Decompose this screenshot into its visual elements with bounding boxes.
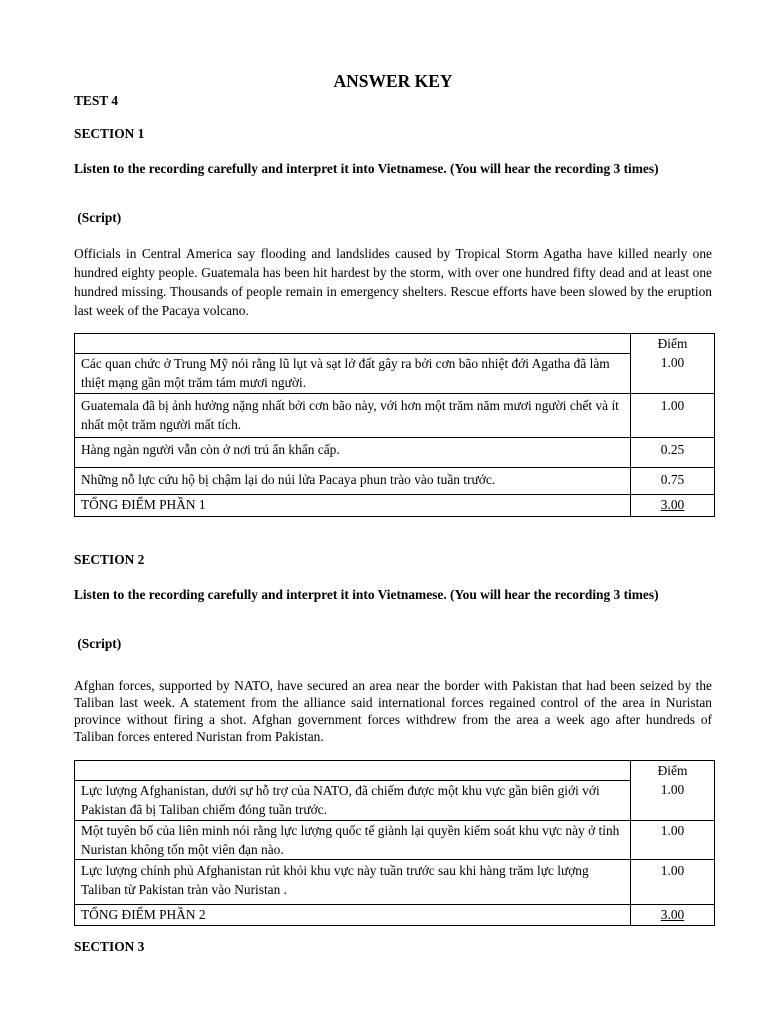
section-1-score-table <box>74 333 715 517</box>
table-row <box>75 353 715 393</box>
section-2-score-table <box>74 760 715 926</box>
table-row <box>75 467 715 494</box>
section-1-script-label: (Script) <box>74 210 122 225</box>
row-text: Lực lượng Afghanistan, dưới sự hỗ trợ của NATO, đã chiếm được một khu vực gần biên giới với Pakistan đã bị Taliban chiếm đóng tuần trước. <box>75 780 631 820</box>
row-text: Hàng ngàn người vẫn còn ở nơi trú ẩn khẩn cấp. <box>75 437 631 467</box>
test-label: TEST 4 <box>74 93 119 108</box>
section-2-heading: SECTION 2 <box>74 552 145 567</box>
table-row <box>75 859 715 904</box>
row-text: Lực lượng chính phủ Afghanistan rút khỏi khu vực này tuần trước sau khi hàng trăm lực lượng Taliban từ Pakistan tràn vào Nuristan . <box>75 859 631 904</box>
table-total-row <box>75 494 715 516</box>
row-points: 1.00 <box>631 353 715 393</box>
section-2-script: Afghan forces, supported by NATO, have secured an area near the border with Pakistan that had been seized by the Taliban last week. A statement from the alliance said international forces regained control of the area in Nuristan province without firing a shot. Afghan government forces withdrew from the area a week ago after hundreds of Taliban forces entered Nuristan from Pakistan. <box>74 678 712 744</box>
row-points: 1.00 <box>631 859 715 904</box>
section-3-heading: SECTION 3 <box>74 939 145 954</box>
section-2-instruction: Listen to the recording carefully and interpret it into Vietnamese. (You will hear the recording 3 times) <box>74 587 659 602</box>
row-points: 0.25 <box>631 437 715 467</box>
table-header-row <box>75 334 715 354</box>
page-title: ANSWER KEY <box>333 71 453 91</box>
section-1-instruction: Listen to the recording carefully and interpret it into Vietnamese. (You will hear the recording 3 times) <box>74 161 659 176</box>
table-total-row <box>75 904 715 925</box>
row-text: Guatemala đã bị ảnh hưởng nặng nhất bởi cơn bão này, với hơn một trăm năm mươi người chết và ít nhất một trăm người mất tích. <box>75 393 631 437</box>
total-label: TỔNG ĐIỂM PHẦN 2 <box>75 904 631 925</box>
table-row <box>75 437 715 467</box>
section-2-script-label: (Script) <box>74 636 122 651</box>
table-row <box>75 780 715 820</box>
points-header: Điểm <box>631 761 715 781</box>
row-points: 1.00 <box>631 780 715 820</box>
total-points: 3.00 <box>660 496 685 512</box>
row-text: Một tuyên bố của liên minh nói rằng lực lượng quốc tế giành lại quyền kiểm soát khu vực này ở tỉnh Nuristan không tốn một viên đạn nào. <box>75 820 631 859</box>
row-text: Các quan chức ở Trung Mỹ nói rằng lũ lụt và sạt lở đất gây ra bởi cơn bão nhiệt đới Agatha đã làm thiệt mạng gần một trăm tám mươi người. <box>75 353 631 393</box>
row-points: 1.00 <box>631 820 715 859</box>
row-text: Những nỗ lực cứu hộ bị chậm lại do núi lửa Pacaya phun trào vào tuần trước. <box>75 467 631 494</box>
table-row <box>75 820 715 859</box>
points-header: Điểm <box>631 334 715 354</box>
section-1-script: Officials in Central America say flooding and landslides caused by Tropical Storm Agatha have killed nearly one hundred eighty people. Guatemala has been hit hardest by the storm, with over one hundred fifty dead and at least one hundred missing. Thousands of people remain in emergency shelters. Rescue efforts have been slowed by the eruption last week of the Pacaya volcano. <box>74 246 712 318</box>
table-row <box>75 393 715 437</box>
total-label: TỔNG ĐIỂM PHẦN 1 <box>75 494 631 516</box>
total-points: 3.00 <box>660 906 685 922</box>
row-points: 0.75 <box>631 467 715 494</box>
row-points: 1.00 <box>631 393 715 437</box>
table-header-row <box>75 761 715 781</box>
section-1-heading: SECTION 1 <box>74 126 145 141</box>
